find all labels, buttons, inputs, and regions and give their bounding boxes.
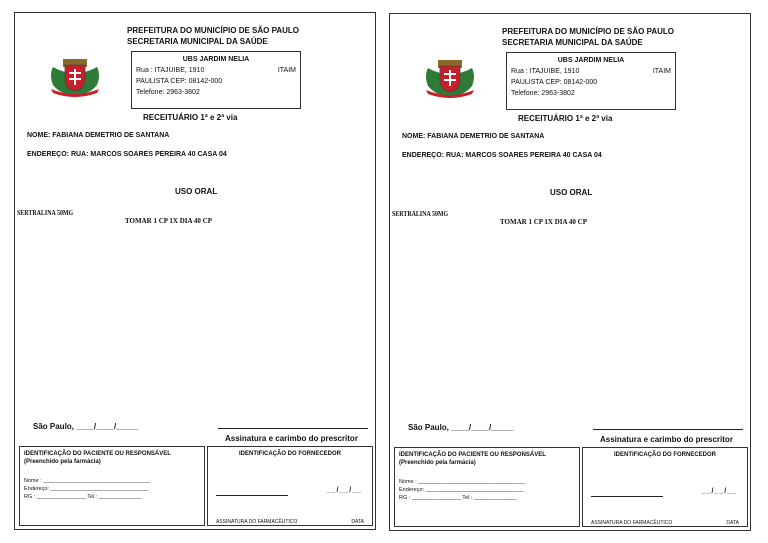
health-unit-street: Rua : ITAJUIBE, 1910 — [136, 67, 205, 74]
health-unit-district: ITAIM — [652, 68, 671, 75]
city-date: São Paulo, ____/____/_____ — [408, 423, 514, 432]
patient-box-subtitle: (Preenchido pela farmácia) — [399, 460, 476, 466]
health-unit-box — [131, 51, 301, 109]
patient-box-name-field: Nome : ___________________________________ — [24, 478, 151, 484]
patient-box-rg-field: RG : ________________ Tel.: ______________ — [399, 495, 517, 501]
health-unit-street: Rua : ITAJUIBE, 1910 — [511, 68, 580, 75]
supplier-box-title: IDENTIFICAÇÃO DO FORNECEDOR — [239, 451, 341, 457]
patient-identification-box — [19, 446, 205, 526]
signature-line — [218, 428, 368, 429]
patient-identification-box — [394, 447, 580, 527]
patient-name: NOME: FABIANA DEMETRIO DE SANTANA — [27, 132, 170, 139]
health-unit-city-cep: PAULISTA CEP: 08142-000 — [511, 79, 598, 86]
patient-box-name-field: Nome : ___________________________________ — [399, 479, 526, 485]
health-unit-name: UBS JARDIM NELIA — [557, 57, 625, 64]
signature-label: Assinatura e carimbo do prescritor — [600, 435, 733, 444]
issuer-line-1: PREFEITURA DO MUNICÍPIO DE SÃO PAULO — [127, 26, 300, 35]
supplier-date-label: DATA — [351, 519, 364, 525]
signature-label: Assinatura e carimbo do prescritor — [225, 434, 358, 443]
patient-box-title: IDENTIFICAÇÃO DO PACIENTE OU RESPONSÁVEL — [24, 451, 171, 457]
pharmacist-signature-label: ASSINATURA DO FARMACÊUTICO — [216, 519, 298, 525]
health-unit-name: UBS JARDIM NELIA — [182, 56, 250, 63]
prescription-title: RECEITUÁRIO 1ª e 2ª via — [518, 114, 613, 123]
city-coat-of-arms-icon — [47, 53, 103, 97]
dose-instructions: TOMAR 1 CP 1X DIA 40 CP — [500, 218, 587, 226]
issuer-line-2: SECRETARIA MUNICIPAL DA SAÚDE — [127, 37, 268, 46]
usage-route: USO ORAL — [550, 188, 593, 197]
issuer-header — [127, 25, 299, 47]
usage-route: USO ORAL — [175, 187, 218, 196]
health-unit-box — [506, 52, 676, 110]
patient-name: NOME: FABIANA DEMETRIO DE SANTANA — [402, 133, 545, 140]
issuer-line-1: PREFEITURA DO MUNICÍPIO DE SÃO PAULO — [502, 27, 675, 36]
health-unit-district: ITAIM — [277, 67, 296, 74]
supplier-box-title: IDENTIFICAÇÃO DO FORNECEDOR — [614, 452, 716, 458]
supplier-date-label: DATA — [726, 520, 739, 526]
health-unit-phone: Telefone: 2963-3802 — [511, 90, 575, 97]
drug-name: SERTRALINA 50MG — [17, 209, 74, 217]
supplier-identification-box — [207, 446, 373, 526]
dose-instructions: TOMAR 1 CP 1X DIA 40 CP — [125, 217, 212, 225]
health-unit-phone: Telefone: 2963-3802 — [136, 89, 200, 96]
pharmacist-signature-line — [216, 495, 288, 496]
patient-address: ENDEREÇO: RUA: MARCOS SOARES PEREIRA 40 CASA 04 — [402, 152, 602, 159]
health-unit-city-cep: PAULISTA CEP: 08142-000 — [136, 78, 223, 85]
signature-line — [593, 429, 743, 430]
supplier-date-blank: __/__/__ — [701, 488, 737, 495]
patient-box-address-field: Endereço: ________________________________ — [399, 487, 524, 493]
patient-box-rg-field: RG : ________________ Tel.: ______________ — [24, 494, 142, 500]
pharmacist-signature-line — [591, 496, 663, 497]
issuer-header — [502, 26, 674, 48]
city-coat-of-arms-icon — [422, 54, 478, 98]
supplier-date-blank: __/__/__ — [326, 487, 362, 494]
supplier-identification-box — [582, 447, 748, 527]
prescription-sheet-first-copy — [14, 12, 376, 530]
issuer-line-2: SECRETARIA MUNICIPAL DA SAÚDE — [502, 38, 643, 47]
city-date: São Paulo, ____/____/_____ — [33, 422, 139, 431]
patient-box-title: IDENTIFICAÇÃO DO PACIENTE OU RESPONSÁVEL — [399, 452, 546, 458]
pharmacist-signature-label: ASSINATURA DO FARMACÊUTICO — [591, 520, 673, 526]
patient-box-subtitle: (Preenchido pela farmácia) — [24, 459, 101, 465]
patient-box-address-field: Endereço: ________________________________ — [24, 486, 149, 492]
drug-name: SERTRALINA 50MG — [392, 210, 449, 218]
prescription-sheet-second-copy — [389, 13, 751, 531]
prescription-title: RECEITUÁRIO 1ª e 2ª via — [143, 113, 238, 122]
patient-address: ENDEREÇO: RUA: MARCOS SOARES PEREIRA 40 CASA 04 — [27, 151, 227, 158]
